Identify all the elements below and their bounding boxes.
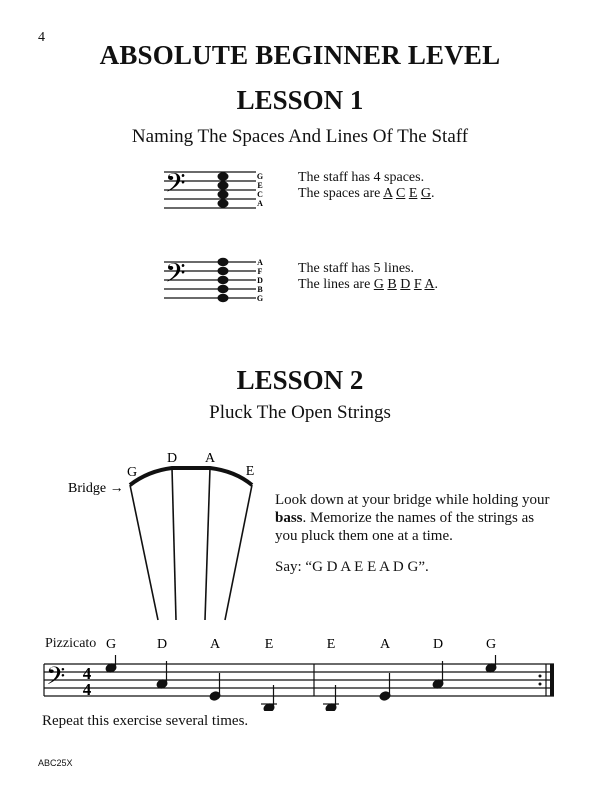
- footer-code: ABC25X: [38, 758, 73, 768]
- note-name: D: [156, 637, 168, 652]
- string-g-line: [130, 485, 158, 620]
- say-line: Say: “G D A E E A D G”.: [275, 559, 429, 575]
- spaces-staff: [160, 168, 270, 212]
- note-name: G: [105, 637, 117, 652]
- spaces-fact: [298, 170, 435, 202]
- instructions: Look down at your bridge while holding your bass. Memorize the names of the strings as you pluck them one at a time.: [275, 492, 550, 544]
- note-name: A: [379, 637, 391, 652]
- bridge-top: [130, 468, 252, 485]
- string-a-line: [205, 468, 210, 620]
- lines-fact: [298, 261, 438, 293]
- lesson1-title: LESSON 1: [236, 85, 364, 115]
- line-label: G: [256, 294, 264, 303]
- string-d-line: [172, 468, 176, 620]
- exercise-note-names: [0, 632, 600, 654]
- bridge-diagram: [60, 445, 270, 625]
- bridge-label: Bridge →: [68, 481, 124, 496]
- spaces-count-text: The staff has 4 spaces.: [298, 170, 425, 185]
- string-e-line: [225, 485, 252, 620]
- lines-count-text: The staff has 5 lines.: [298, 261, 414, 276]
- space-label: A: [257, 199, 263, 208]
- repeat-instruction: Repeat this exercise several times.: [42, 713, 249, 729]
- time-signature-top: 4: [82, 664, 92, 683]
- space-label: C: [257, 190, 263, 199]
- note-name: E: [326, 637, 336, 652]
- time-signature-bottom: 4: [82, 680, 92, 699]
- string-name-a: A: [204, 451, 216, 466]
- note-name: A: [209, 637, 221, 652]
- book-title: ABSOLUTE BEGINNER LEVEL: [99, 40, 501, 70]
- note-name: G: [485, 637, 497, 652]
- string-name-d: D: [166, 451, 178, 466]
- lines-staff: [160, 256, 270, 304]
- space-label: E: [257, 181, 263, 190]
- lesson2-title: LESSON 2: [236, 365, 364, 395]
- lines-names-text: The lines are G B D F A.: [298, 277, 439, 292]
- note-name: E: [264, 637, 274, 652]
- exercise-staff: [40, 655, 560, 711]
- line-label: B: [257, 285, 263, 294]
- bass-clef-icon: 𝄢: [46, 663, 66, 696]
- pizzicato-label: Pizzicato: [45, 636, 97, 651]
- string-name-g: G: [126, 465, 138, 480]
- bass-bold: bass: [275, 510, 303, 526]
- bass-clef-icon: 𝄢: [165, 168, 186, 204]
- note-name: D: [432, 637, 444, 652]
- line-label: F: [257, 267, 263, 276]
- page-number: 4: [38, 30, 45, 45]
- lesson1-subtitle: Naming The Spaces And Lines Of The Staff: [131, 126, 469, 147]
- space-label: G: [256, 172, 264, 181]
- line-label: A: [257, 258, 263, 267]
- spaces-names-text: The spaces are A C E G.: [298, 186, 435, 201]
- string-name-e: E: [245, 464, 255, 479]
- bass-clef-icon: 𝄢: [165, 258, 186, 294]
- line-label: D: [257, 276, 263, 285]
- lesson2-subtitle: Pluck The Open Strings: [209, 402, 391, 423]
